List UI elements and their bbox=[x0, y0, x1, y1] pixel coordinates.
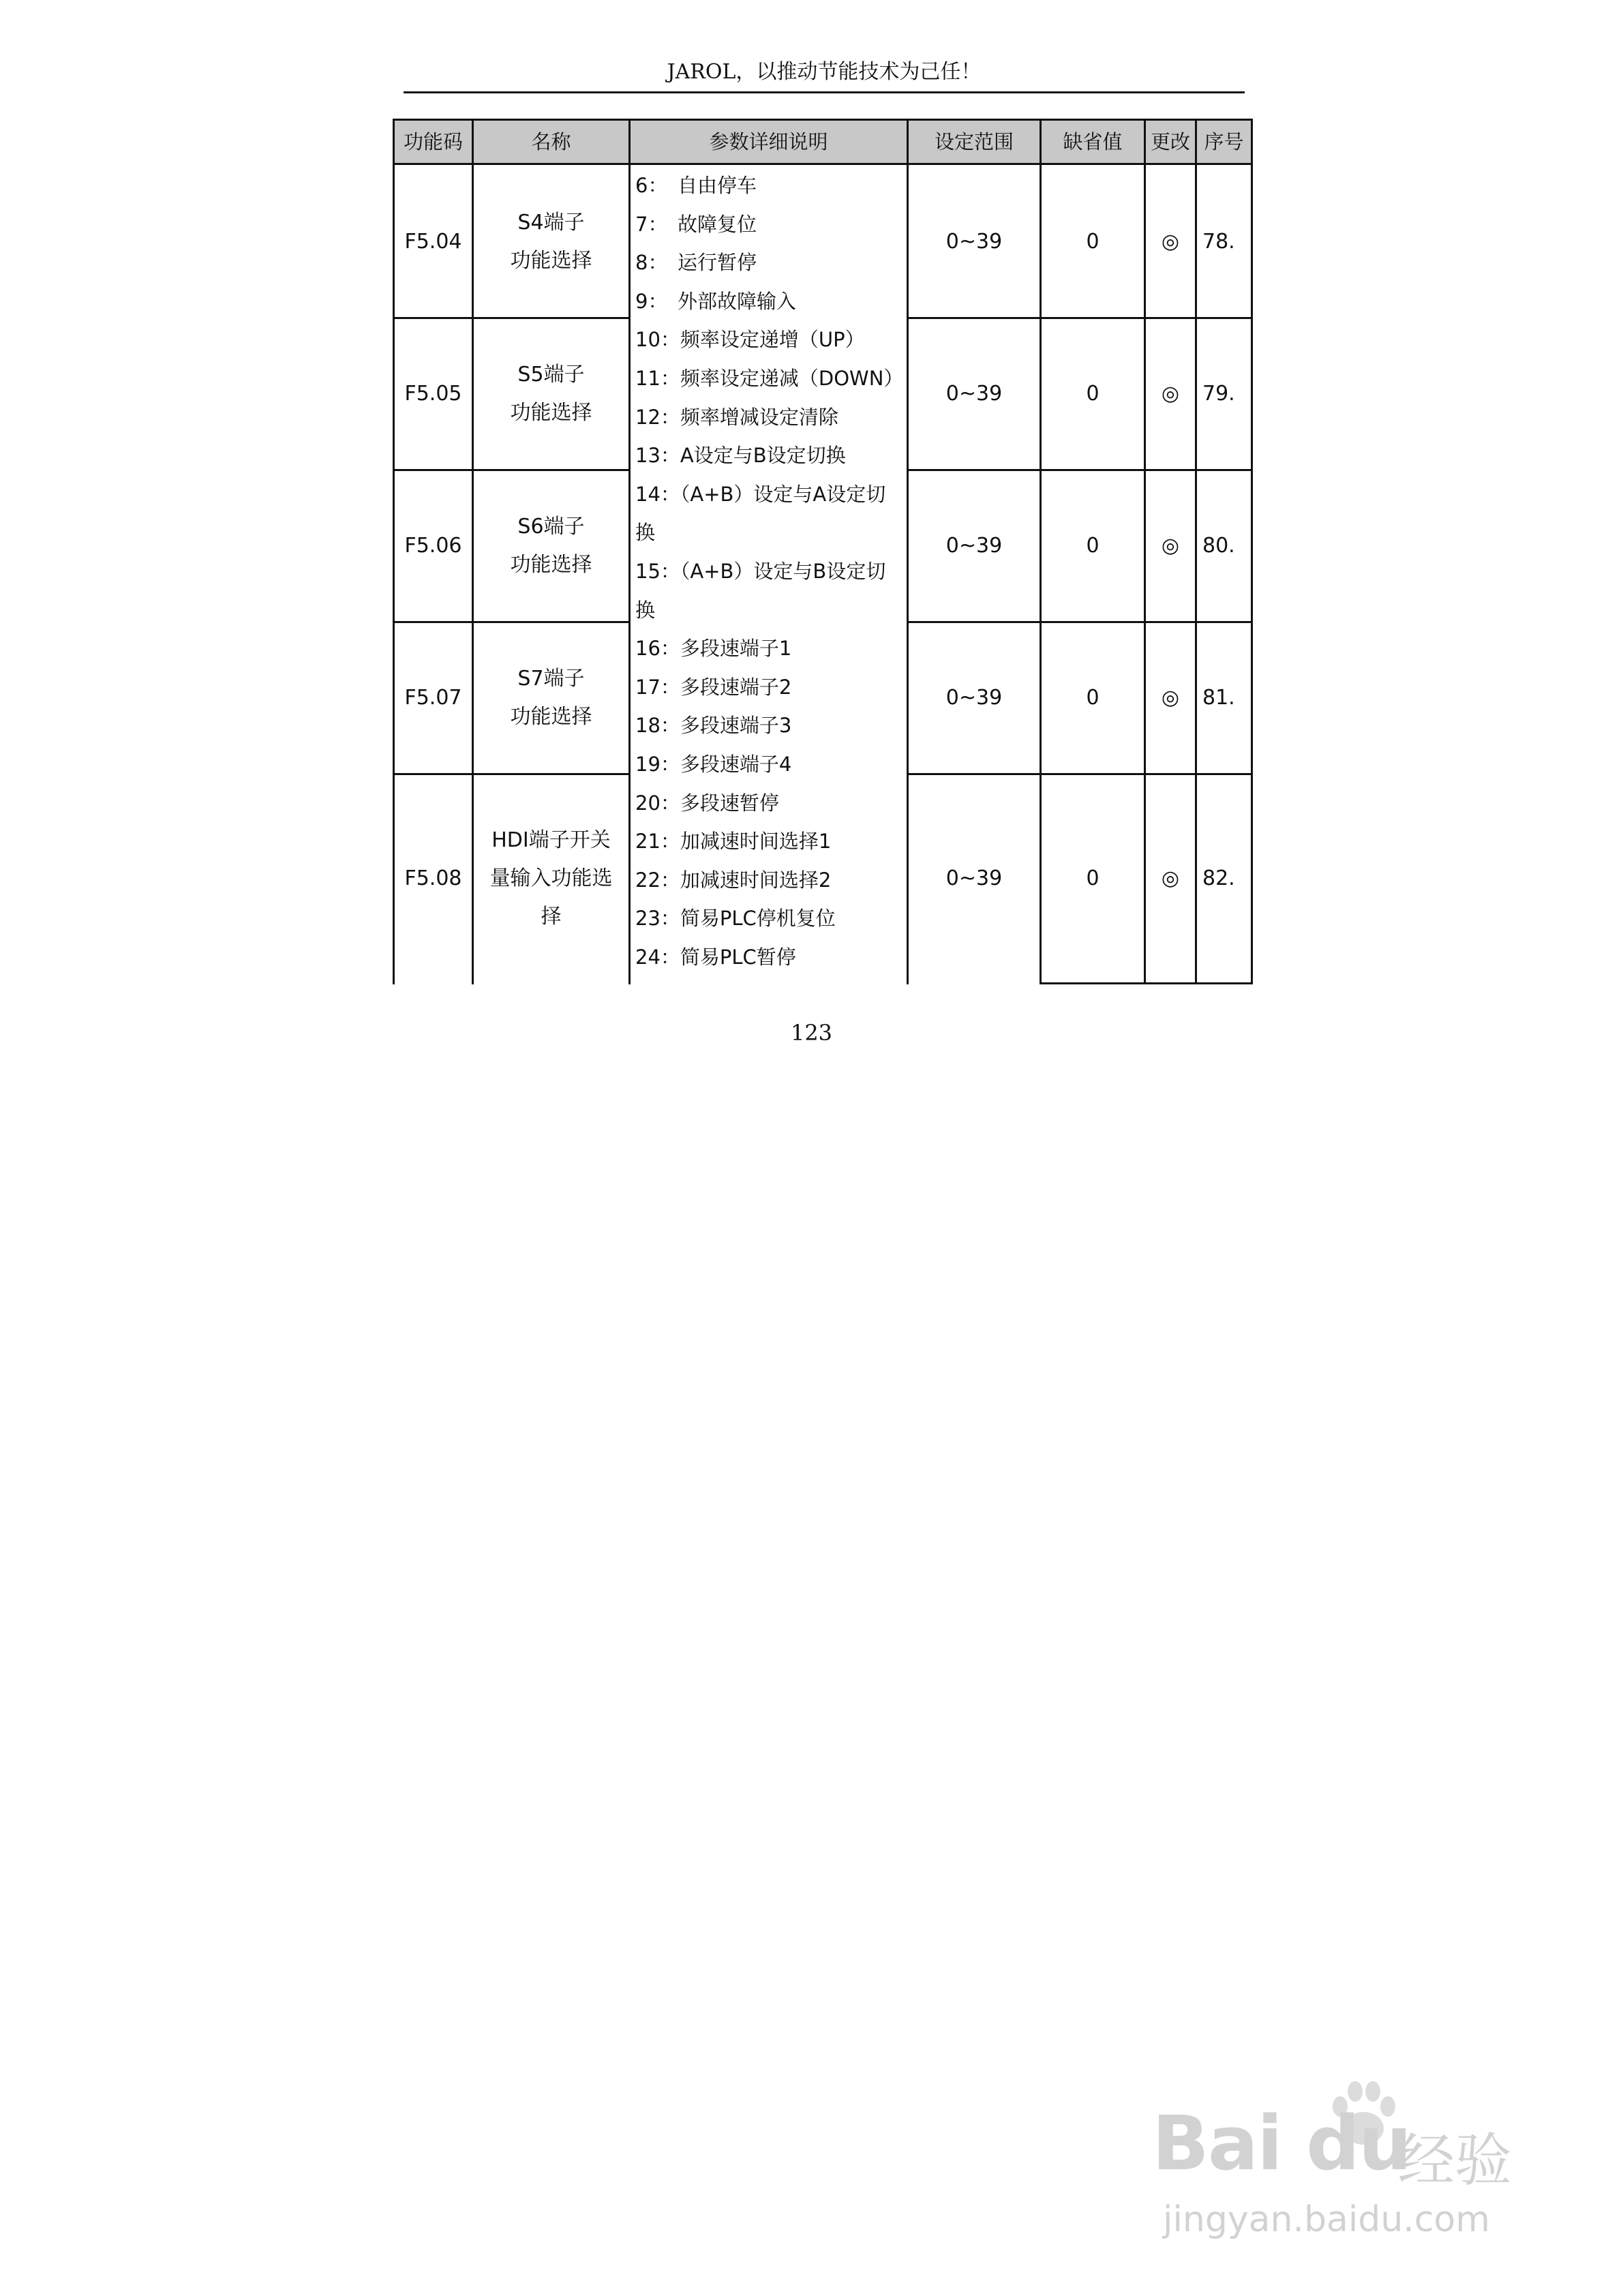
cell-seq: 78. bbox=[1202, 229, 1235, 254]
cell-name bbox=[474, 623, 628, 773]
cell-change: ◎ bbox=[1161, 229, 1180, 254]
cell-name bbox=[474, 471, 628, 621]
name-line: 功能选择 bbox=[510, 248, 592, 273]
cell-range: 0~39 bbox=[945, 229, 1003, 254]
name-line: 功能选择 bbox=[510, 401, 592, 425]
description-line: 7： 故障复位 bbox=[635, 212, 757, 236]
col-header-seq: 序号 bbox=[1197, 119, 1253, 165]
description-line: 14：（A+B）设定与A设定切 bbox=[635, 482, 886, 506]
cell-code: F5.08 bbox=[404, 866, 462, 890]
cell-code: F5.07 bbox=[404, 686, 462, 710]
description-line: 16：多段速端子1 bbox=[635, 637, 792, 661]
watermark-brand: 经验 bbox=[1397, 2127, 1513, 2194]
cell-default: 0 bbox=[1086, 229, 1099, 254]
description-line: 换 bbox=[635, 521, 656, 545]
description-line: 20：多段速暂停 bbox=[635, 791, 779, 815]
description-line: 8： 运行暂停 bbox=[635, 251, 757, 275]
cell-range: 0~39 bbox=[945, 534, 1003, 558]
cell-default: 0 bbox=[1086, 382, 1099, 406]
name-line: HDI端子开关 bbox=[491, 828, 611, 852]
cell-change: ◎ bbox=[1161, 534, 1180, 558]
col-header-name: 名称 bbox=[474, 119, 631, 165]
cell-seq: 82. bbox=[1202, 866, 1235, 890]
description-line: 10：频率设定递增（UP） bbox=[635, 328, 865, 352]
cell-change: ◎ bbox=[1161, 866, 1180, 890]
name-line: S6端子 bbox=[517, 515, 585, 539]
cell-range: 0~39 bbox=[945, 866, 1003, 890]
baidu-watermark bbox=[1152, 2072, 1547, 2250]
description-line: 18：多段速端子3 bbox=[635, 714, 792, 738]
cell-seq: 79. bbox=[1202, 382, 1235, 406]
cell-range: 0~39 bbox=[945, 686, 1003, 710]
parameter-table bbox=[393, 119, 1253, 984]
cell-change: ◎ bbox=[1161, 382, 1180, 406]
col-header-change: 更改 bbox=[1146, 119, 1197, 165]
watermark-url: jingyan.baidu.com bbox=[1163, 2199, 1490, 2240]
cell-default: 0 bbox=[1086, 686, 1099, 710]
name-line: S7端子 bbox=[517, 667, 585, 691]
col-header-range: 设定范围 bbox=[909, 119, 1042, 165]
cell-range: 0~39 bbox=[945, 382, 1003, 406]
grid-line bbox=[628, 165, 631, 984]
description-line: 11：频率设定递减（DOWN） bbox=[635, 366, 904, 390]
watermark-logo: Bai du bbox=[1152, 2100, 1411, 2187]
cell-seq: 80. bbox=[1202, 534, 1235, 558]
cell-name bbox=[474, 319, 628, 469]
grid-line bbox=[1251, 165, 1253, 984]
header-rule bbox=[404, 91, 1245, 93]
grid-line bbox=[1040, 982, 1253, 984]
description-line: 13：A设定与B设定切换 bbox=[635, 444, 846, 468]
cell-seq: 81. bbox=[1202, 686, 1235, 710]
description-line: 17：多段速端子2 bbox=[635, 675, 792, 699]
name-line: S5端子 bbox=[517, 363, 585, 387]
table-top-border bbox=[393, 119, 1253, 121]
page-header: JAROL，以推动节能技术为己任！ bbox=[667, 60, 982, 84]
cell-name bbox=[474, 166, 628, 317]
name-line: S4端子 bbox=[517, 210, 585, 235]
description-line: 换 bbox=[635, 598, 656, 622]
cell-code: F5.05 bbox=[404, 382, 462, 406]
name-line: 功能选择 bbox=[510, 705, 592, 729]
cell-default: 0 bbox=[1086, 866, 1099, 890]
page-number: 123 bbox=[790, 1020, 833, 1046]
description-column bbox=[633, 166, 908, 976]
name-line: 量输入功能选 bbox=[489, 866, 613, 890]
description-line: 6： 自由停车 bbox=[635, 174, 757, 197]
name-line: 择 bbox=[541, 905, 562, 928]
col-header-code: 功能码 bbox=[393, 119, 474, 165]
description-line: 24：简易PLC暂停 bbox=[635, 945, 796, 969]
description-line: 9： 外部故障输入 bbox=[635, 289, 796, 313]
cell-code: F5.04 bbox=[404, 229, 462, 254]
description-line: 12：频率增减设定清除 bbox=[635, 405, 838, 429]
description-line: 15：（A+B）设定与B设定切 bbox=[635, 559, 886, 583]
cell-name bbox=[474, 775, 628, 982]
description-line: 19：多段速端子4 bbox=[635, 752, 792, 776]
cell-default: 0 bbox=[1086, 534, 1099, 558]
col-header-description: 参数详细说明 bbox=[631, 119, 909, 165]
cell-code: F5.06 bbox=[404, 534, 462, 558]
description-line: 22：加减速时间选择2 bbox=[635, 868, 832, 892]
cell-change: ◎ bbox=[1161, 686, 1180, 710]
col-header-default: 缺省值 bbox=[1042, 119, 1146, 165]
description-line: 23：简易PLC停机复位 bbox=[635, 907, 836, 931]
name-line: 功能选择 bbox=[510, 553, 592, 577]
description-line: 21：加减速时间选择1 bbox=[635, 830, 832, 854]
